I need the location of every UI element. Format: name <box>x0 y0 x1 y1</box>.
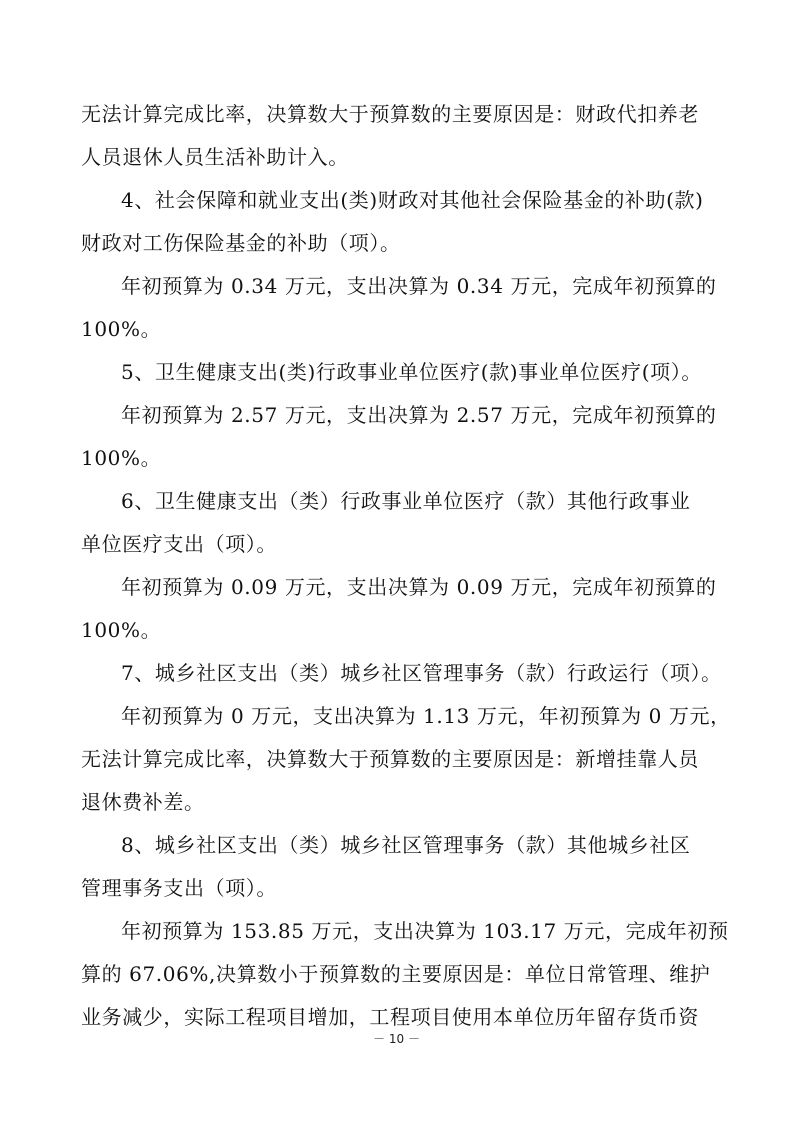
text-line: 单位医疗支出（项）。 <box>81 532 277 556</box>
text-line: 100%。 <box>81 446 162 470</box>
text-line: 无法计算完成比率，决算数大于预算数的主要原因是：新增挂靠人员 <box>81 747 699 771</box>
text-line: 8、城乡社区支出（类）城乡社区管理事务（款）其他城乡社区 <box>121 833 691 857</box>
text-line: 100%。 <box>81 618 162 642</box>
text-line: 人员退休人员生活补助计入。 <box>81 145 349 169</box>
text-line: 退休费补差。 <box>81 790 205 814</box>
text-line: 100%。 <box>81 317 162 341</box>
text-line: 业务减少，实际工程项目增加，工程项目使用本单位历年留存货币资 <box>81 1005 699 1029</box>
text-line: 5、卫生健康支出(类)行政事业单位医疗(款)事业单位医疗(项）。 <box>121 360 702 384</box>
text-line: 年初预算为 0 万元，支出决算为 1.13 万元，年初预算为 0 万元， <box>121 704 731 728</box>
page-number: － 10 － <box>373 1032 420 1046</box>
text-line: 7、城乡社区支出（类）城乡社区管理事务（款）行政运行（项）。 <box>121 661 722 685</box>
text-line: 4、社会保障和就业支出(类)财政对其他社会保险基金的补助(款) <box>121 188 704 212</box>
text-line: 财政对工伤保险基金的补助（项）。 <box>81 231 401 255</box>
text-line: 年初预算为 0.34 万元，支出决算为 0.34 万元，完成年初预算的 <box>121 274 717 298</box>
text-line: 算的 67.06%,决算数小于预算数的主要原因是：单位日常管理、维护 <box>81 962 711 986</box>
text-line: 年初预算为 2.57 万元，支出决算为 2.57 万元，完成年初预算的 <box>121 403 717 427</box>
text-line: 无法计算完成比率，决算数大于预算数的主要原因是：财政代扣养老 <box>81 102 699 126</box>
text-line: 6、卫生健康支出（类）行政事业单位医疗（款）其他行政事业 <box>121 489 691 513</box>
text-line: 管理事务支出（项）。 <box>81 876 277 900</box>
text-line: 年初预算为 153.85 万元，支出决算为 103.17 万元，完成年初预 <box>121 919 729 943</box>
text-line: 年初预算为 0.09 万元，支出决算为 0.09 万元，完成年初预算的 <box>121 575 717 599</box>
